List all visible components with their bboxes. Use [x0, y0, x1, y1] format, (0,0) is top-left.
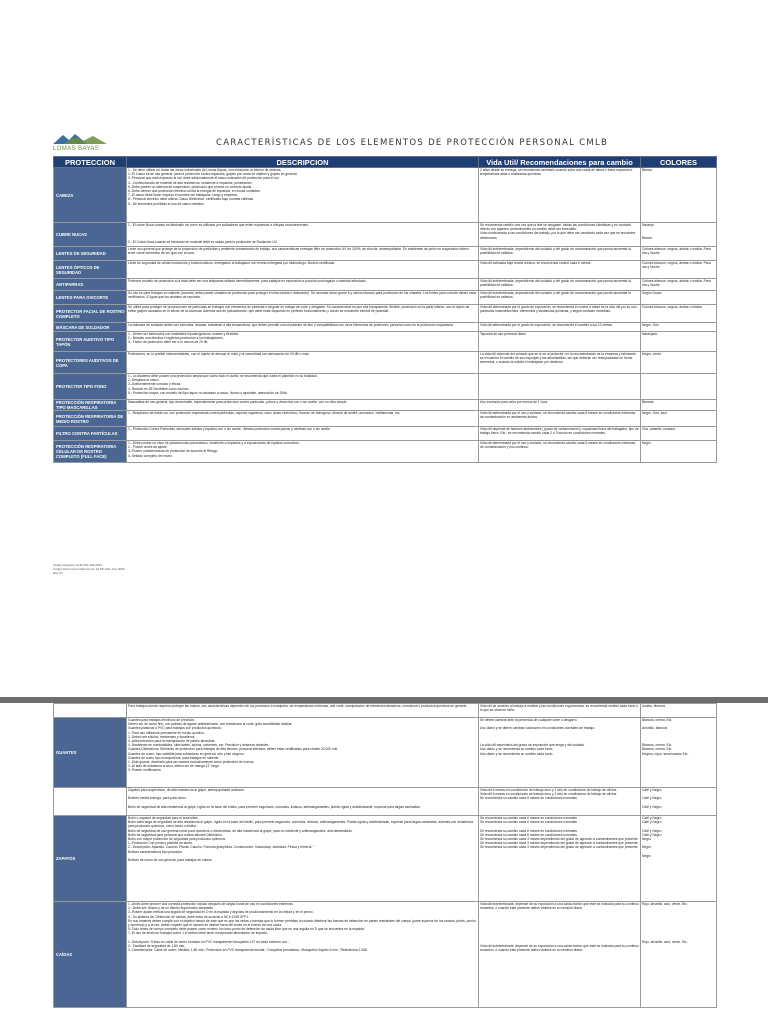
lifetime-cell: Vida útil depende de factores ambientales ( grado de contaminación), capacidad física del trabajador, tipo de trabajo físico. Etc., se recomienda cambio cada 2 ó 3 turnos en condiciones normales.	[479, 427, 641, 441]
colors-cell: Azules, blancos	[641, 704, 717, 718]
table-row	[54, 352, 717, 374]
description-cell: 1.- Protección Contra Partículas, aerosoles sólidos y líquidos con o sin aceite, -filtrado protección contra polvos y neblinas con o sin aceite.	[127, 427, 479, 441]
footnote-line: Código Registro: GLB-SOL-DB-0013	[53, 563, 103, 567]
table-row	[54, 427, 717, 441]
lifetime-cell: Vida útil indeterminada, dependiendo del cuidado y del grado de contaminación que pueda aumentar la posibilidad de rallados.	[479, 291, 641, 305]
colors-cell: Café y Negro Café y Negro Café y Negro Café y Negro Negro Negro Negro	[641, 816, 717, 902]
colors-cell: Según Grado	[641, 291, 717, 305]
table-row	[54, 223, 717, 247]
table-row	[54, 305, 717, 323]
table-row	[54, 261, 717, 279]
lifetime-cell: Se recomienda cambio una vez que la tela se desgaste, dadas las condiciones climáticas y en contacto directo con agentes contaminantes su cambio debe ser inmediato. Vida condicionada a las condiciones del trabajo, por lo que debe ser cambiado cada vez que se encuentre deteriorado	[479, 223, 641, 247]
lifetime-cell: Vida útil de acuerdo al trabajo a realizar y las condiciones ergonómicas, se recomienda cambio cada turno o lo que se observe daño.	[479, 704, 641, 718]
lifetime-cell: Vida útil determinada por el grado de exposición, se recomienda el cambio a los 12 meses.	[479, 323, 641, 332]
lifetime-cell: Vida útil determinada por el uso y cuidado, se recomienda cambio cada 6 meses en condiciones extremas de contaminación y uso continuo.	[479, 441, 641, 463]
header-proteccion: PROTECCION	[54, 157, 127, 168]
colors-cell: Gris, amarillo, rosados	[641, 427, 717, 441]
protection-category: PROTECCIÓN RESPIRATORIA DE MEDIO ROSTRO	[54, 411, 127, 427]
lifetime-cell: Vida útil indeterminada, depende de su exposición a una caída motivo que este se indicado para su continuo recambio, o cuando este presente daños visibles en su revisión diaria. Vida útil indeterminada, depende de su exposición a una caída motivo que este se indicado para su continuo recambio, o cuando este presente daños visibles en su revisión diaria.	[479, 902, 641, 1008]
document-page-2	[0, 703, 768, 1024]
description-cell: Botín o zapatos de seguridad para el área sílice. Botín caña larga de seguridad de alta resistencia al golpe, rígido en la base del tobillo, para prevenir esguinces, cómodos, livianos, antimanganantes. Planta rígida y antideslizante, especial para largas caminatas, además con resistencia para productos químicos, como ácido o similar. Botín de seguridad de uso general como para operarios o electricistas, de alta resistencia al golpe, para no incidente y antimanganates, dirá desarrollado. Botín de seguridad para personal que realiza labores Dieléctrico. Botín con mayor protección de seguridad para productos químicos 1.-Protección Con punta y plantilla de acero. 2.- Descripción: Aparado: Caucho. Planta: Caucho, Formula graephinia. Construcción: Vulcanizap. Actividad: Pesca y minería. " Botines característicos tipo pescador. Botines de cuero de uso general, para trabajos en cobres	[127, 816, 479, 902]
colors-cell: Blancos, crema, Etc. Amarillo, blancos Blancos, crema, Etc. Blancos, crema, Etc. Negros, rojos, seccionados Etc.	[641, 718, 717, 788]
colors-cell	[641, 374, 717, 400]
colors-cell: Negro	[641, 441, 717, 463]
description-cell: Para trabajos donde requiera proteger las manos, sus características dependen de los productos a manipular: de temperaturas extremas, anti corte, manipulación de elementos abrasivos, corrosivos o productos químicos en general.	[127, 704, 479, 718]
protection-category: PROTECTOR FACIAL DE ROSTRO COMPLETO	[54, 305, 127, 323]
table-row	[54, 788, 717, 816]
mountains-icon	[53, 133, 111, 145]
table-row	[54, 332, 717, 352]
description-cell: Protectores, en lo posible intercambiables, con el objeto de atenuar el ruido y la comodidad con atenuación de 20 dB o más.	[127, 352, 479, 374]
description-cell: 1.- Respirador de doble vía, con protección respiratoria contra partículas, vapores orgánicos, cloro, ácido clorhídrico, fluoruro de hidrógeno, dióxido de azufre, amoníaco, metilaminas, etc.	[127, 411, 479, 427]
table-row	[54, 291, 717, 305]
table-row	[54, 441, 717, 463]
colors-cell: Blanco	[641, 168, 717, 223]
protection-category: PROTECTORES AUDITIVOS DE COPA	[54, 352, 127, 374]
lifetime-cell	[479, 374, 641, 400]
table-row	[54, 168, 717, 223]
table-row	[54, 323, 717, 332]
colors-cell: Colores blancos, negros, ámbar o similar. Para día y Noche	[641, 261, 717, 279]
colors-cell: Negro, verde	[641, 352, 717, 374]
colors-cell: Colores blancos, negros, ámbar o similar	[641, 305, 717, 323]
protection-category: FILTRO CONTRA PARTÍCULAS	[54, 427, 127, 441]
header-descripcion: DESCRIPCION	[127, 157, 479, 168]
protection-category: PROTECTOR TIPO FONO	[54, 374, 127, 400]
table-row	[54, 400, 717, 411]
footnote-line: Código Documento Referencia: GLSP-SOL-Anx-0006	[53, 567, 125, 571]
lifetime-cell: Vida útil determinada por el uso y cuidado, se recomienda cambio cada 6 meses en condiciones extremas de contaminación en ambientes ácidos.	[479, 411, 641, 427]
protection-category: MÁSCARA DE SOLDADOR	[54, 323, 127, 332]
colors-cell: Colores blancos, negros, ámbar o similar. Para día y Noche	[641, 279, 717, 291]
lifetime-cell: Uso exclusivo para velar por menos de 1 hora.	[479, 400, 641, 411]
description-cell: 1.- La diadema debe poseer una protección amplia que cubra todo el cuello; se recomienda que cubra el pabellón en su totalidad. 2.-Desplaza el casco. 3.-Suficientemente cómodo y eficaz. 4.-Reducir en 25 Decibeles como mínimo. 5.- Protección mayor, con modelo del tipo tapón no adosado a casco, liviano y ajustable, atenuación de 20db.	[127, 374, 479, 400]
protection-category: LENTES PARA OXICORTE	[54, 291, 127, 305]
protection-category: CUBRE NUCAS	[54, 223, 127, 247]
footnote-line: Rev 03	[53, 571, 63, 575]
lifetime-cell: Vida útil estimada bajo receta medica, se recomienda control cada 6 meses.	[479, 261, 641, 279]
table-row	[54, 718, 717, 788]
ppe-table-page-2	[53, 703, 717, 1008]
table-row	[54, 816, 717, 902]
colors-cell: Café y Negro Café y Negro Café y Negro	[641, 788, 717, 816]
lifetime-cell: 2 años desde su entrega, se recomienda cambiarlo cuando sufra una caída de altura o fuera expuesto a temperaturas altas o sustancias químicas.	[479, 168, 641, 223]
lifetime-cell: Vida útil indeterminada, dependiendo del cuidado y del grado de contaminación que pueda aumentar la posibilidad de rallados.	[479, 247, 641, 261]
header-colores: COLORES	[641, 157, 717, 168]
protection-category: CABEZA	[54, 168, 127, 223]
colors-cell: Naranja Blanco	[641, 223, 717, 247]
lifetime-cell: Vida útil indeterminada, dependiendo del cuidado y del grado de contaminación que pueda aumentar la posibilidad de rallados.	[479, 279, 641, 291]
table-row	[54, 247, 717, 261]
protection-category: ANTIPARRAS	[54, 279, 127, 291]
colors-cell: Rojo, amarillo, azul, verde. Etc. Rojo, amarillo, azul, verde. Etc.	[641, 902, 717, 1008]
description-cell: 1.- Deben ser fabricados con materiales hipoalergénicos, suaves y flexibles. 2.- Brindan una efectiva e higiénica protección a los trabajadores. 3.- Factor de protección debe ser a lo menos de 20 db.	[127, 332, 479, 352]
company-logo	[53, 133, 111, 152]
description-cell: Guantes para trabajos eléctricos de precisión. Deben ser de cuero fino, con palmas de agarre antideslizante, con resistencia al corte, gran sensibilidad dactilar. Guantes plásticos o PVC para trabajos con productos químicos: 1.-Para uso utilización prevalente en medio químico. 2.-Deben ser sólidos, resistentes y duraderos. 3.-Alta protección para la manipulación de partes abrasivas. 4.-Resistente en combustibles, lubricantes, ácidos, solventes, etc. Precisión y destreza notables. Guantes Dieléctricos: Elemento de protección para trabajos de alta tensión, personal eléctrico, deben estar certificados para resistir 20.000 volt. Guantes de cuero, tipo cabritilla para soldadores en general, otro y tan oxígeno. Guantes de cuero tipo mosqueteros, para trabajos en caliente. 1.-Este guante, diseñado para ser usados exclusivamente como protección de manos. 2.-Al lado de soldadura al arco, deben ser de manga 12" largo. 3.-Poseer certificación.	[127, 718, 479, 788]
description-cell: 1.- Se debe utilizar en todas las áreas industriales de Lomas Bayas, con excepción al interior de oficinas. 2.-El Casco es de uso general, para la protección contra impactos, golpes por caída de objetos y golpes en general. 3.-Personal que está expuesto al sol, debe adicionalmente al casco extensión de protección para el sol. 4.- Confeccionado de material de alta resistencia, resistente a impactos, penetración. 5.-Debe poseer un sistema de suspensión, protección que provea un correcto ajuste. 6.-Debe ofrecer una protección efectiva contra la energía de impactos, en zonas cortantes. 7.-El casco debe llevar impreso el nombre del trabajador, cargo y empresa. 8.- Personal eléctrico debe utilizar Casco Dieléctrico, certificado bajo normas chilenas 9.- Se encuentra prohibido el uso de casco metálico.	[127, 168, 479, 223]
protection-category: PROTECCIÓN RESPIRATORIA TIPO MASCARILLAS	[54, 400, 127, 411]
description-cell: Su uso es para trabajos en caliente (oxicorte) debe poseer cristales de protección para proteger el ultra-violeta o iridiscente). Se necesita visión grado 6 y vidrios blancos para protección de los cristales. Los lentes para oxicorte deben estar certificados. El igual que los cristales de repuesto.	[127, 291, 479, 305]
description-cell: 1.- El cubre Nuca cuando es fabricado de cuero es utilizado por soldadores que estén expuestos a chispas incandescentes. 2.- El Cubre Nuca cuando es fabricado en material textil es usado para la protección de Radiación UV.	[127, 223, 479, 247]
lifetime-cell: Se deben cambiar ante la presencia de cualquier corte o desgarro. Uso diario y se deben cambiar cada turno en condiciones normales de trabajo. La vida útil dependerá del grado de exposición que tenga y del cuidado. Uso diario y se recomienda su cambio cada turno. Uso diario y se recomienda su cambio cada turno.	[479, 718, 641, 788]
table-row	[54, 704, 717, 718]
table-row	[54, 279, 717, 291]
lifetime-cell: Tapones de uso personal diario.	[479, 332, 641, 352]
header-vida-util: Vida Util/ Recomendaciones para cambio	[479, 157, 641, 168]
colors-cell: Naranjado	[641, 332, 717, 352]
table-row	[54, 374, 717, 400]
description-cell: 1.- Debe poseer un visor de policarbonato panorámico, resistente a impactos y a exposiciones de líquidos corrosivos. 2.- Poseer arnés de ajuste. 3.-Poseer características de protección de acuerdo al Riesgo. 4- Sellado completo del rostro.	[127, 441, 479, 463]
ppe-table-page-1	[53, 156, 717, 463]
protection-category: ZAPATOS	[54, 816, 127, 902]
page-title: CARACTERÍSTICAS DE LOS ELEMENTOS DE PROTECCIÓN PERSONAL CMLB	[216, 138, 609, 148]
table-row	[54, 411, 717, 427]
company-name: LOMAS BAYAS	[53, 146, 100, 152]
colors-cell: Negro, Gris	[641, 323, 717, 332]
description-cell: Protector modelo de protección a la vista debe ser una antiparras sellada herméticamente, para trabajos en exposición a polución prolongada o material articulado.	[127, 279, 479, 291]
protection-category: PROTECCIÓN RESPIRATORIA CELULAR DE ROSTRO COMPLETO (FULL FACE)	[54, 441, 127, 463]
protection-category: CAÍDAS	[54, 902, 127, 1008]
description-cell: Lente uso general que protege de la proyección de partículas y ambiente contaminado de trabajo, sus características entregan filtro de protección UV de 100%, de choche, antiempañante. En ambientes de polvo en suspensión deben tener cierre hermético de los ojos con la cara.	[127, 247, 479, 261]
colors-cell: Colores blancos, negros, ámbar o similar. Para día y Noche	[641, 247, 717, 261]
protection-category: PROTECTOR AUDITIVO TIPO TAPÓN	[54, 332, 127, 352]
document-footnote	[53, 563, 125, 575]
protection-category: GUANTES	[54, 718, 127, 788]
colors-cell: Blancas	[641, 400, 717, 411]
description-cell: Lente de seguridad de cristal endurecido y fotocromáticos, entregados al trabajador con receta entregada por oftalmólogo. Modelo certificado.	[127, 261, 479, 279]
protection-category	[54, 704, 127, 718]
description-cell: Zapatos para supervisión, de alta resistencia al golpe, antimpopulante aceitado. Botines media entrega, para pata dorso. Botín de seguridad de alta resistencia al golpe, rígido en la base del tobillo, para prevenir esguinces, cómodos, livianos, antimanganantes, planta rígida y antideslizante, especial para largas caminatas.	[127, 788, 479, 816]
colors-cell: Negro, Gris, azul	[641, 411, 717, 427]
lifetime-cell: Se recomienda su cambio cada 6 meses en condiciones normales Se recomienda su cambio cada 6 meses en condiciones normales Se recomienda su cambio cada 6 meses en condiciones normales Se recomienda su cambio cada 6 meses en condiciones normales Se recomienda su cambio cada 3 meses dependiendo del grado de agresión a contaminantes que presente. Se recomienda su cambio cada 3 meses dependiendo del grado de agresión a contaminantes que presente. Se recomienda su cambio cada 3 meses dependiendo del grado de agresión a contaminantes que presente.	[479, 816, 641, 902]
table-header-row	[54, 157, 717, 168]
description-cell: 1.-Arnés debe proveer una correcta protección incluso después de largas horas de uso en condiciones extremas. 2.- Debe ser: liviano y de un diseño ergonómico aceptable. 3.-Poseer ajuste vertical una argolla de seguridad en D en la espalda y argollas de posicionamiento en la cintura y en el pecho. 4.- Su sistema de: Detención de caídas, debe estar de acuerdo a NCh 1258 OFF1. En sus amarres deben cumplir con el objetivo básico de este que es que las cintas o bandas que lo formen permitan al usuario distribuir las fuerzas de detención en partes resistentes del cuerpo (parte superior de los muslos, pelvis, pecho y hombros) y a la vez, deben impedir que el usuario se deslice fuera del arnés en el evento de una caída. 5.-Todo arnés de cuerpo completo debe poseer como mínimo un único punto de detención de caída libre que es una argolla en D que se encuentra en la espalda. 7.-El uso de arnés en trabajos sobre 1,8 metros debe tener incorporado absorbedor de impacto. 1.-Descripción: 5 tiras en cable de acero formado en PVC transparente mosquetón 107 en cada extremo con... 2.- Facilidad de seguridad de 1,80 mts. 3.-Característica: Cable de acero. Medida: 1,80 mts.; Protección en PVC transparente tubular.; Cosquillos premiados.; Mosquetón forjado 6 mm.; Resistencia 2.268	[127, 902, 479, 1008]
description-cell: Se utiliza para proteger de proyecciones de partículas en trabajos con elementos de pedestal o singular en trabajo de corte y desgaste. Su característica es que sea transparente, flexible, protección en la parte inferior, con el objeto de evitar golpes causados en el sector de la clavícula. Además sea de policarbonato, que debe estar dispuesto en perfecto funcionamiento y donde se encuentre inmóvil de pedestal.	[127, 305, 479, 323]
protection-category: LENTES DE SEGURIDAD	[54, 247, 127, 261]
lifetime-cell: Vida útil determinada por el grado de exposición, se recomienda el control a mitad de la vida útil por su uso: partículas incandescentes, elementos y sustancias químicas, y según contacto inmediato.	[479, 305, 641, 323]
description-cell: La máscara de soldador deben ser cómodas, livianas, resistente a alta temperatura, que deben permitir una circulación de aire y compatibilidad con otros elementos de protección personal como es la protección respiratoria.	[127, 323, 479, 332]
table-row	[54, 902, 717, 1008]
lifetime-cell: Vida útil 6 meses en condiciones de trabajo duro y 1 año en condiciones de trabajo de oficina Vida útil 6 meses en condiciones de trabajo duro y 1 año en condiciones de trabajo de oficina Se recomienda su cambio cada 6 meses en condiciones normales	[479, 788, 641, 816]
protection-category: LENTES ÓPTICOS DE SEGURIDAD	[54, 261, 127, 279]
lifetime-cell: La vida útil depende del cuidado que se le de al protector; en la recomendación de la empresa y fabricante se encuentra el cambio de sus esponjas y las almohadillas, las que deberán ser reemplazadas en forma semestral, o cuando la solicite el trabajador por deterioro.	[479, 352, 641, 374]
protection-category	[54, 788, 127, 816]
description-cell: Mascarillas de uso general, tipo desechable, especialmente para protección contra partículas, polvos y desechos con o sin aceite; con un nitro simple.	[127, 400, 479, 411]
